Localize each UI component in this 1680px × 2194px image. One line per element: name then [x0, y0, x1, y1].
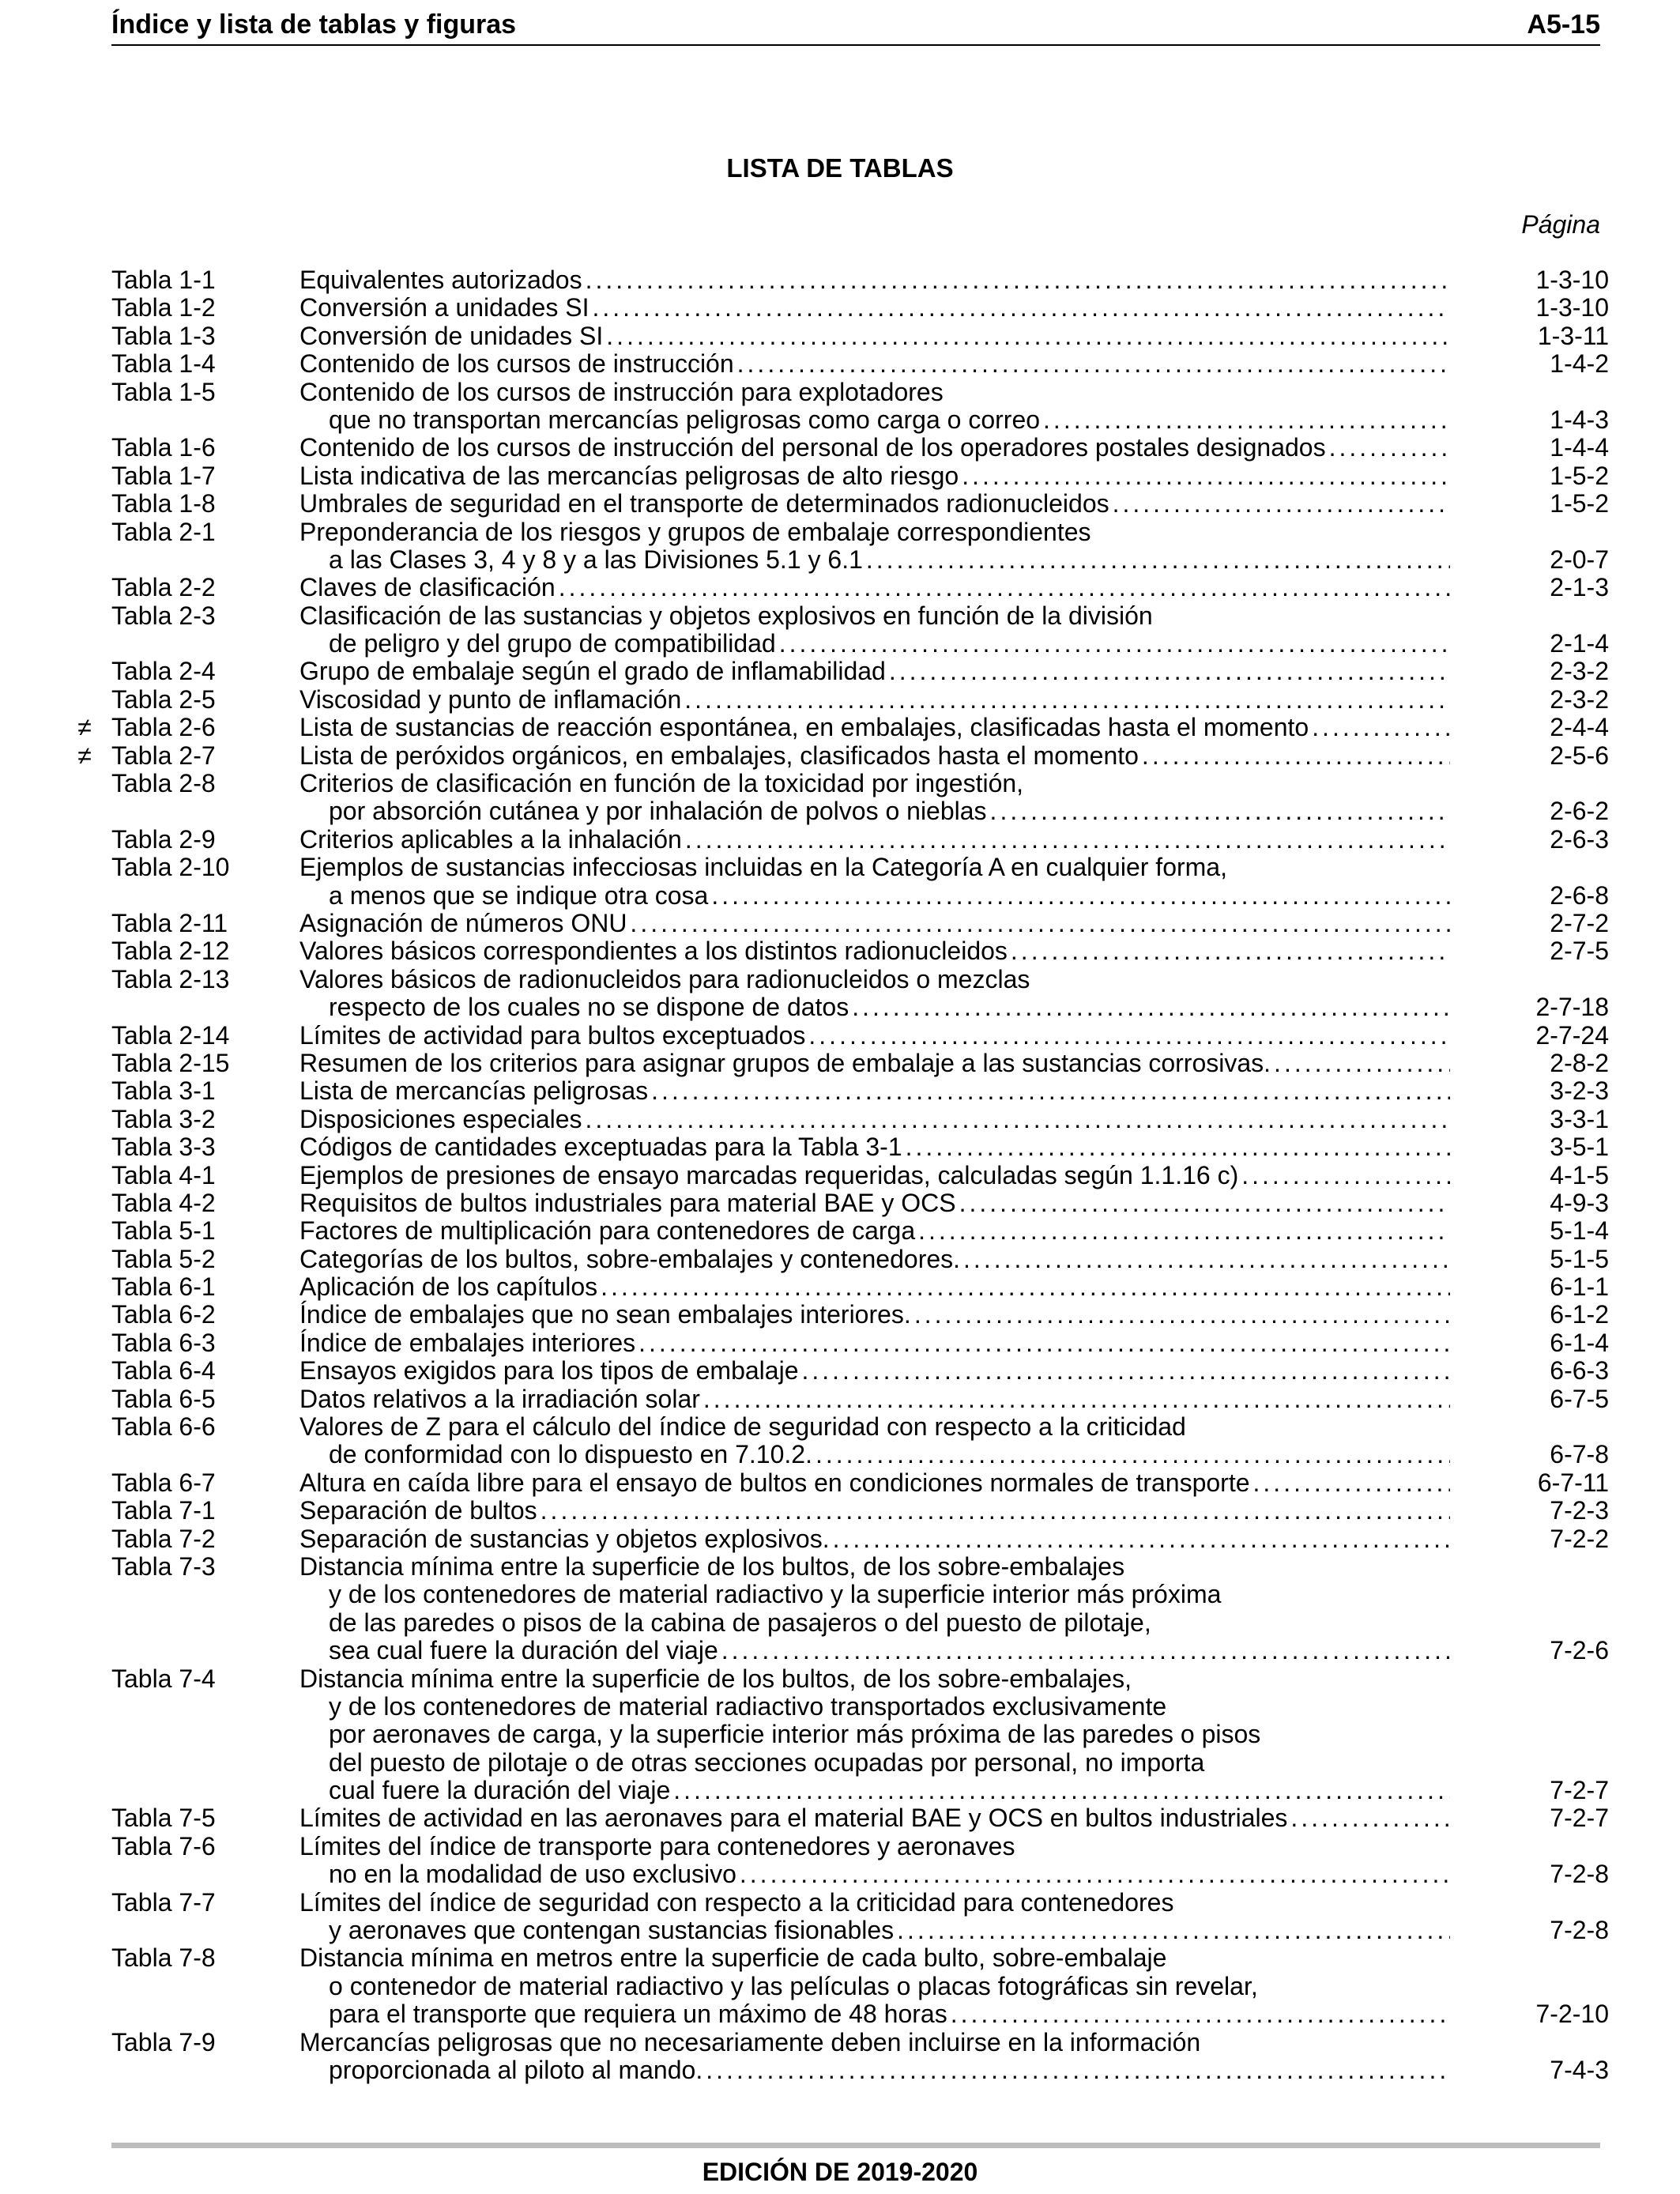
table-number: Tabla 2-12: [111, 937, 230, 966]
table-number: Tabla 4-2: [111, 1188, 216, 1217]
page-reference: 2-7-2: [1550, 908, 1609, 937]
toc-entry: [111, 1300, 1609, 1329]
dot-leader: [1011, 937, 1450, 965]
dot-leader: [779, 630, 1450, 658]
table-caption: Lista de peróxidos orgánicos, en embalajes, clasificados hasta el momento: [299, 741, 1139, 770]
page-reference: 2-1-3: [1550, 573, 1609, 602]
toc-entry: [111, 1804, 1609, 1833]
table-number: Tabla 1-7: [111, 461, 216, 490]
table-number: Tabla 3-1: [111, 1076, 216, 1106]
toc-entry: [111, 433, 1609, 462]
table-number: Tabla 6-6: [111, 1412, 216, 1442]
table-caption: Requisitos de bultos industriales para material BAE y OCS: [299, 1188, 956, 1217]
table-caption: de peligro y del grupo de compatibilidad: [329, 629, 776, 658]
table-caption: Valores de Z para el cálculo del índice de seguridad con respecto a la criticidad: [299, 1412, 1186, 1442]
page-reference: 2-1-4: [1550, 629, 1609, 658]
table-number: Tabla 2-15: [111, 1048, 230, 1077]
page-reference: 1-4-2: [1550, 349, 1609, 379]
page-reference: 4-9-3: [1550, 1188, 1609, 1217]
dot-leader: [559, 574, 1450, 601]
table-number: Tabla 6-2: [111, 1300, 216, 1329]
dot-leader: [630, 910, 1450, 937]
table-number: Tabla 2-9: [111, 824, 216, 854]
dot-leader: [951, 2000, 1450, 2028]
dot-leader: [673, 1777, 1450, 1804]
toc-entry: [111, 2027, 1609, 2085]
table-caption: Índice de embalajes que no sean embalajes interiores.: [299, 1300, 911, 1329]
toc-entry: [111, 1188, 1609, 1217]
toc-entry: [111, 824, 1609, 854]
table-caption: Valores básicos correspondientes a los distintos radionucleidos: [299, 937, 1008, 966]
table-number: Tabla 7-6: [111, 1831, 216, 1860]
toc-entry: [111, 461, 1609, 490]
table-caption: por absorción cutánea y por inhalación de polvos o nieblas: [329, 797, 987, 826]
table-caption: Distancia mínima entre la superficie de los bultos, de los sobre-embalajes: [299, 1551, 1125, 1581]
toc-entry: [111, 489, 1609, 518]
dot-leader: [889, 658, 1450, 685]
dot-leader: [638, 1329, 1450, 1357]
table-caption: de conformidad con lo dispuesto en 7.10.2.: [329, 1440, 812, 1469]
table-caption: Ejemplos de presiones de ensayo marcadas requeridas, calculadas según 1.1.16 c): [299, 1160, 1239, 1189]
toc-entry: [111, 1216, 1609, 1246]
dot-leader: [866, 546, 1450, 574]
table-caption: Índice de embalajes interiores: [299, 1328, 636, 1357]
page-reference: 1-4-4: [1550, 433, 1609, 462]
table-number: Tabla 2-14: [111, 1020, 230, 1050]
table-caption: Altura en caída libre para el ensayo de bultos en condiciones normales de transporte: [299, 1468, 1250, 1497]
page-reference: 5-1-5: [1550, 1244, 1609, 1273]
page-reference: 2-3-2: [1550, 657, 1609, 686]
dot-leader: [816, 1441, 1450, 1468]
toc-entry: [111, 1496, 1609, 1525]
table-caption: Criterios de clasificación en función de la toxicidad por ingestión,: [299, 769, 1024, 798]
table-caption: Lista de mercancías peligrosas: [299, 1076, 649, 1106]
table-caption: Equivalentes autorizados: [299, 266, 582, 294]
table-caption: por aeronaves de carga, y la superficie interior más próxima de las paredes o pisos: [329, 1720, 1261, 1749]
table-caption: que no transportan mercancías peligrosas como carga o correo: [329, 405, 1041, 434]
table-caption: Ensayos exigidos para los tipos de embalaje: [299, 1356, 799, 1385]
table-number: Tabla 1-3: [111, 321, 216, 350]
toc-entry: [111, 293, 1609, 322]
table-number: Tabla 2-2: [111, 573, 216, 602]
table-caption: no en la modalidad de uso exclusivo: [329, 1860, 736, 1889]
dot-leader: [685, 826, 1450, 854]
dot-leader: [592, 294, 1450, 322]
table-caption: Conversión a unidades SI: [299, 293, 590, 322]
page-reference: 2-6-3: [1550, 824, 1609, 854]
page-column-label: Página: [1521, 210, 1600, 239]
toc-entry: [111, 853, 1609, 910]
toc-entry: [111, 1356, 1609, 1385]
dot-leader: [721, 1637, 1450, 1664]
page-reference: 6-1-1: [1550, 1272, 1609, 1302]
table-caption: Límites de actividad en las aeronaves para el material BAE y OCS en bultos industriales: [299, 1804, 1288, 1833]
page-reference: 6-7-8: [1550, 1440, 1609, 1469]
toc-entry: [111, 1524, 1609, 1553]
toc-entry: [111, 1328, 1609, 1357]
dot-leader: [606, 322, 1450, 350]
toc-entry: [111, 1887, 1609, 1945]
dot-leader: [963, 1246, 1450, 1273]
page-title: LISTA DE TABLAS: [726, 153, 954, 183]
toc-entry: [111, 1133, 1609, 1162]
table-number: Tabla 1-6: [111, 433, 216, 462]
change-mark-icon: ≠: [77, 741, 92, 770]
table-caption: Lista indicativa de las mercancías peligrosas de alto riesgo: [299, 461, 959, 490]
table-number: Tabla 6-5: [111, 1384, 216, 1413]
table-number: Tabla 5-1: [111, 1216, 216, 1246]
toc-entry: [111, 349, 1609, 379]
table-caption: Claves de clasificación: [299, 573, 556, 602]
table-number: Tabla 1-5: [111, 377, 216, 406]
table-number: Tabla 2-10: [111, 853, 230, 882]
table-caption: y de los contenedores de material radiactivo y la superficie interior más próxima: [329, 1580, 1222, 1609]
dot-leader: [1290, 1804, 1450, 1832]
table-number: Tabla 7-5: [111, 1804, 216, 1833]
table-number: Tabla 6-3: [111, 1328, 216, 1357]
dot-leader: [740, 1860, 1450, 1888]
toc-entry: [111, 1020, 1609, 1050]
page-reference: 2-7-24: [1535, 1020, 1609, 1050]
dot-leader: [914, 1301, 1450, 1329]
page-reference: 3-2-3: [1550, 1076, 1609, 1106]
dot-leader: [1274, 1050, 1450, 1077]
toc-entry: [111, 1076, 1609, 1106]
table-caption: o contenedor de material radiactivo y las películas o placas fotográficas sin revelar,: [329, 1971, 1258, 2000]
page-reference: 3-5-1: [1550, 1133, 1609, 1162]
page-reference: 5-1-4: [1550, 1216, 1609, 1246]
toc-entry: [111, 573, 1609, 602]
page-reference: 6-7-5: [1550, 1384, 1609, 1413]
dot-leader: [684, 686, 1450, 714]
table-caption: respecto de los cuales no se dispone de datos: [329, 993, 849, 1022]
toc-entry: [111, 1048, 1609, 1077]
page-reference: 6-7-11: [1537, 1468, 1609, 1497]
dot-leader: [601, 1273, 1450, 1301]
table-caption: para el transporte que requiera un máximo de 48 horas: [329, 2000, 947, 2029]
dot-leader: [808, 1022, 1450, 1050]
dot-leader: [737, 350, 1450, 378]
table-caption: Mercancías peligrosas que no necesariamente deben incluirse en la información: [299, 2027, 1201, 2056]
dot-leader: [1241, 1162, 1450, 1189]
page-reference: 7-2-7: [1550, 1776, 1609, 1805]
toc-entry: [111, 1468, 1609, 1497]
page-reference: 4-1-5: [1550, 1160, 1609, 1189]
table-caption: cual fuere la duración del viaje: [329, 1776, 671, 1805]
table-caption: Ejemplos de sustancias infecciosas incluidas en la Categoría A en cualquier forma,: [299, 853, 1227, 882]
table-number: Tabla 7-7: [111, 1887, 216, 1917]
toc-entry: [111, 769, 1609, 826]
page-reference: 6-1-4: [1550, 1328, 1609, 1357]
dot-leader: [918, 1217, 1450, 1245]
page-reference: 2-6-8: [1550, 880, 1609, 910]
dot-leader: [703, 1385, 1450, 1413]
toc-entry: [111, 908, 1609, 937]
page-reference: 2-3-2: [1550, 684, 1609, 714]
table-caption: Separación de sustancias y objetos explosivos.: [299, 1524, 830, 1553]
table-number: Tabla 6-7: [111, 1468, 216, 1497]
table-number: Tabla 7-4: [111, 1664, 216, 1693]
page-reference: 7-2-6: [1550, 1636, 1609, 1665]
table-caption: Resumen de los criterios para asignar grupos de embalaje a las sustancias corrosivas.: [299, 1048, 1271, 1077]
table-number: Tabla 2-7: [111, 741, 216, 770]
table-number: Tabla 2-11: [111, 908, 228, 937]
table-list: [77, 266, 1609, 2084]
page-reference: 1-4-3: [1550, 405, 1609, 434]
running-header: [111, 8, 1600, 46]
dot-leader: [711, 882, 1450, 910]
toc-entry: [111, 1160, 1609, 1189]
toc-entry: [111, 1244, 1609, 1273]
toc-entry: [111, 1104, 1609, 1133]
table-caption: Conversión de unidades SI: [299, 321, 604, 350]
toc-entry: [111, 266, 1609, 294]
dot-leader: [586, 1106, 1450, 1133]
header-section-title: Índice y lista de tablas y figuras: [111, 9, 517, 40]
page-reference: 2-7-5: [1550, 937, 1609, 966]
table-caption: Disposiciones especiales: [299, 1104, 582, 1133]
table-number: Tabla 2-3: [111, 601, 216, 630]
table-caption: Lista de sustancias de reacción espontánea, en embalajes, clasificadas hasta el momento: [299, 713, 1309, 742]
page-reference: 2-7-18: [1535, 993, 1609, 1022]
toc-entry: [111, 1384, 1609, 1413]
table-caption: proporcionada al piloto al mando.: [329, 2056, 703, 2084]
page-reference: 2-8-2: [1550, 1048, 1609, 1077]
toc-entry: [111, 1551, 1609, 1665]
table-caption: Límites del índice de transporte para contenedores y aeronaves: [299, 1831, 1015, 1860]
page-reference: 2-0-7: [1550, 545, 1609, 574]
dot-leader: [959, 1189, 1450, 1217]
table-caption: de las paredes o pisos de la cabina de pasajeros o del puesto de pilotaje,: [329, 1608, 1151, 1637]
dot-leader: [897, 1917, 1450, 1944]
page-reference: 3-3-1: [1550, 1104, 1609, 1133]
table-caption: a menos que se indique otra cosa: [329, 880, 709, 910]
dot-leader: [651, 1077, 1450, 1105]
table-caption: Separación de bultos: [299, 1496, 537, 1525]
dot-leader: [1113, 490, 1450, 518]
table-caption: y de los contenedores de material radiactivo transportados exclusivamente: [329, 1691, 1167, 1721]
table-caption: y aeronaves que contengan sustancias fisionables: [329, 1916, 895, 1945]
toc-entry: [111, 964, 1609, 1022]
table-number: Tabla 7-9: [111, 2027, 216, 2056]
dot-leader: [586, 266, 1450, 294]
footer-rule: [111, 2143, 1600, 2148]
change-mark-icon: ≠: [77, 713, 92, 742]
table-number: Tabla 1-8: [111, 489, 216, 518]
table-number: Tabla 2-5: [111, 684, 216, 714]
dot-leader: [906, 1133, 1450, 1161]
table-caption: Viscosidad y punto de inflamación: [299, 684, 682, 714]
dot-leader: [990, 797, 1450, 825]
page-reference: 1-3-11: [1537, 321, 1609, 350]
edition-footer: EDICIÓN DE 2019-2020: [702, 2158, 978, 2186]
toc-entry: [111, 1272, 1609, 1302]
toc-entry: [77, 741, 1609, 770]
page-reference: 7-2-2: [1550, 1524, 1609, 1553]
page-reference: 2-4-4: [1550, 713, 1609, 742]
table-caption: Grupo de embalaje según el grado de inflamabilidad: [299, 657, 886, 686]
toc-entry: [111, 601, 1609, 658]
page-reference: 7-2-8: [1550, 1916, 1609, 1945]
table-number: Tabla 1-1: [111, 266, 216, 294]
table-caption: Datos relativos a la irradiación solar: [299, 1384, 700, 1413]
table-number: Tabla 4-1: [111, 1160, 216, 1189]
dot-leader: [1329, 434, 1450, 462]
table-number: Tabla 2-8: [111, 769, 216, 798]
table-caption: a las Clases 3, 4 y 8 y a las Divisiones 5.1 y 6.1: [329, 545, 863, 574]
toc-entry: [111, 1831, 1609, 1889]
dot-leader: [833, 1525, 1450, 1553]
page-reference: 7-4-3: [1550, 2056, 1609, 2084]
table-caption: Umbrales de seguridad en el transporte de determinados radionucleidos: [299, 489, 1109, 518]
dot-leader: [1043, 406, 1450, 434]
table-caption: Límites del índice de seguridad con respecto a la criticidad para contenedores: [299, 1887, 1174, 1917]
table-caption: Preponderancia de los riesgos y grupos de embalaje correspondientes: [299, 517, 1091, 546]
table-caption: Contenido de los cursos de instrucción: [299, 349, 734, 379]
table-number: Tabla 2-1: [111, 517, 216, 546]
table-caption: sea cual fuere la duración del viaje: [329, 1636, 718, 1665]
page-reference: 1-5-2: [1550, 489, 1609, 518]
page-reference: 2-5-6: [1550, 741, 1609, 770]
dot-leader: [541, 1497, 1450, 1525]
table-caption: Clasificación de las sustancias y objetos explosivos en función de la división: [299, 601, 1153, 630]
table-number: Tabla 7-3: [111, 1551, 216, 1581]
table-caption: del puesto de pilotaje o de otras secciones ocupadas por personal, no importa: [329, 1747, 1205, 1777]
table-caption: Factores de multiplicación para contenedores de carga: [299, 1216, 916, 1246]
page-reference: 1-5-2: [1550, 461, 1609, 490]
table-caption: Códigos de cantidades exceptuadas para la Tabla 3-1: [299, 1133, 902, 1162]
toc-entry: [111, 657, 1609, 686]
table-number: Tabla 6-1: [111, 1272, 216, 1302]
page-reference: 1-3-10: [1535, 266, 1609, 294]
table-number: Tabla 6-4: [111, 1356, 216, 1385]
table-caption: Distancia mínima entre la superficie de los bultos, de los sobre-embalajes,: [299, 1664, 1132, 1693]
table-number: Tabla 2-4: [111, 657, 216, 686]
toc-entry: [111, 517, 1609, 575]
table-number: Tabla 1-4: [111, 349, 216, 379]
table-caption: Contenido de los cursos de instrucción para explotadores: [299, 377, 944, 406]
dot-leader: [1312, 714, 1450, 741]
table-caption: Asignación de números ONU: [299, 908, 627, 937]
table-caption: Criterios aplicables a la inhalación: [299, 824, 682, 854]
toc-entry: [111, 321, 1609, 350]
page-reference: 7-2-8: [1550, 1860, 1609, 1889]
page-reference: 6-6-3: [1550, 1356, 1609, 1385]
page-reference: 7-2-7: [1550, 1804, 1609, 1833]
toc-entry: [111, 684, 1609, 714]
table-number: Tabla 5-2: [111, 1244, 216, 1273]
toc-entry: [111, 1412, 1609, 1469]
toc-entry: [111, 1664, 1609, 1805]
table-number: Tabla 7-8: [111, 1943, 216, 1973]
toc-entry: [111, 377, 1609, 435]
table-caption: Valores básicos de radionucleidos para radionucleidos o mezclas: [299, 964, 1030, 993]
dot-leader: [706, 2056, 1450, 2084]
toc-entry: [111, 937, 1609, 966]
toc-entry: [77, 713, 1609, 742]
table-number: Tabla 2-13: [111, 964, 230, 993]
dot-leader: [852, 993, 1450, 1021]
toc-entry: [111, 1943, 1609, 2029]
table-number: Tabla 7-2: [111, 1524, 216, 1553]
table-caption: Categorías de los bultos, sobre-embalajes y contenedores.: [299, 1244, 961, 1273]
dot-leader: [801, 1357, 1450, 1385]
table-number: Tabla 1-2: [111, 293, 216, 322]
table-caption: Aplicación de los capítulos: [299, 1272, 598, 1302]
table-number: Tabla 7-1: [111, 1496, 216, 1525]
page-reference: 7-2-10: [1535, 2000, 1609, 2029]
page-reference: 2-6-2: [1550, 797, 1609, 826]
table-number: Tabla 3-3: [111, 1133, 216, 1162]
dot-leader: [1142, 742, 1450, 770]
table-number: Tabla 2-6: [111, 713, 216, 742]
dot-leader: [962, 462, 1450, 490]
table-caption: Límites de actividad para bultos exceptuados: [299, 1020, 806, 1050]
table-number: Tabla 3-2: [111, 1104, 216, 1133]
page-reference: 6-1-2: [1550, 1300, 1609, 1329]
dot-leader: [1253, 1469, 1450, 1497]
table-caption: Distancia mínima en metros entre la superficie de cada bulto, sobre-embalaje: [299, 1943, 1167, 1973]
header-page-number: A5-15: [1527, 9, 1600, 40]
table-caption: Contenido de los cursos de instrucción del personal de los operadores postales designados: [299, 433, 1326, 462]
page-reference: 1-3-10: [1535, 293, 1609, 322]
page-reference: 7-2-3: [1550, 1496, 1609, 1525]
